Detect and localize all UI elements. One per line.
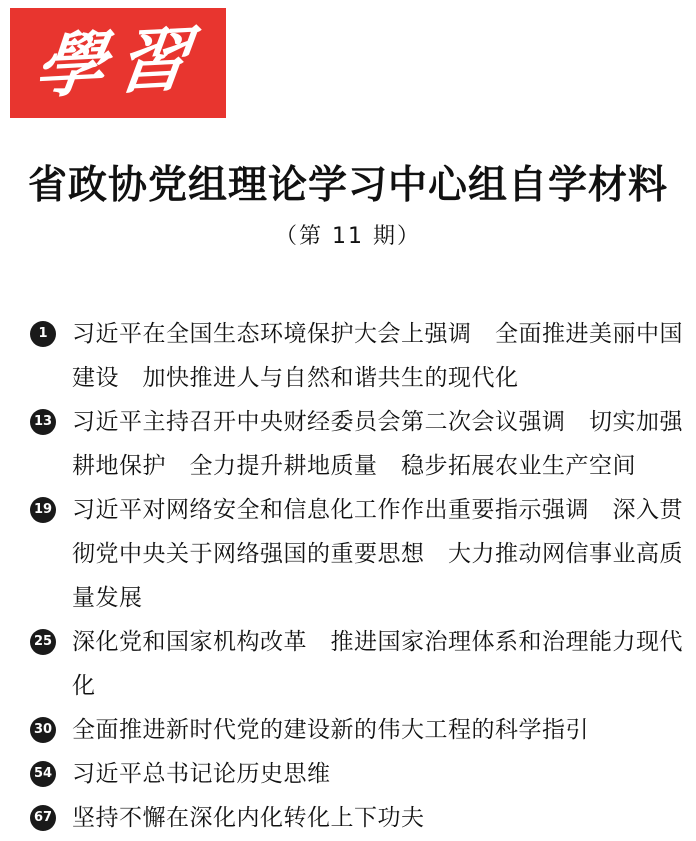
page-number-badge: 25	[30, 629, 56, 655]
toc-item-title: 坚持不懈在深化内化转化上下功夫	[72, 805, 425, 831]
toc-item[interactable]	[30, 708, 686, 752]
issue-number: （第 11 期）	[275, 224, 421, 249]
logo-banner	[10, 8, 226, 118]
toc-item-title: 习近平在全国生态环境保护大会上强调 全面推进美丽中国建设 加快推进人与自然和谐共生的现代化	[72, 321, 683, 391]
toc-item[interactable]	[30, 796, 686, 840]
page-number-badge: 30	[30, 717, 56, 743]
page-number-badge: 67	[30, 805, 56, 831]
toc-item[interactable]	[30, 312, 686, 400]
page-number-badge: 54	[30, 761, 56, 787]
toc-item[interactable]	[30, 488, 686, 620]
toc-item-title: 全面推进新时代党的建设新的伟大工程的科学指引	[72, 717, 589, 743]
logo-calligraphy: 學習	[30, 16, 206, 109]
toc-item[interactable]	[30, 752, 686, 796]
page-number-badge: 1	[30, 321, 56, 347]
toc-item-title: 深化党和国家机构改革 推进国家治理体系和治理能力现代化	[72, 629, 683, 699]
toc-item-title: 习近平主持召开中央财经委员会第二次会议强调 切实加强耕地保护 全力提升耕地质量 稳步拓展农业生产空间	[72, 409, 683, 479]
toc-item[interactable]	[30, 620, 686, 708]
toc-item-title: 习近平对网络安全和信息化工作作出重要指示强调 深入贯彻党中央关于网络强国的重要思想 大力推动网信事业高质量发展	[72, 497, 683, 611]
toc-item[interactable]	[30, 400, 686, 488]
toc-item-title: 习近平总书记论历史思维	[72, 761, 331, 787]
page-title: 省政协党组理论学习中心组自学材料	[27, 162, 668, 208]
page-number-badge: 13	[30, 409, 56, 435]
page-number-badge: 19	[30, 497, 56, 523]
table-of-contents	[30, 312, 686, 840]
